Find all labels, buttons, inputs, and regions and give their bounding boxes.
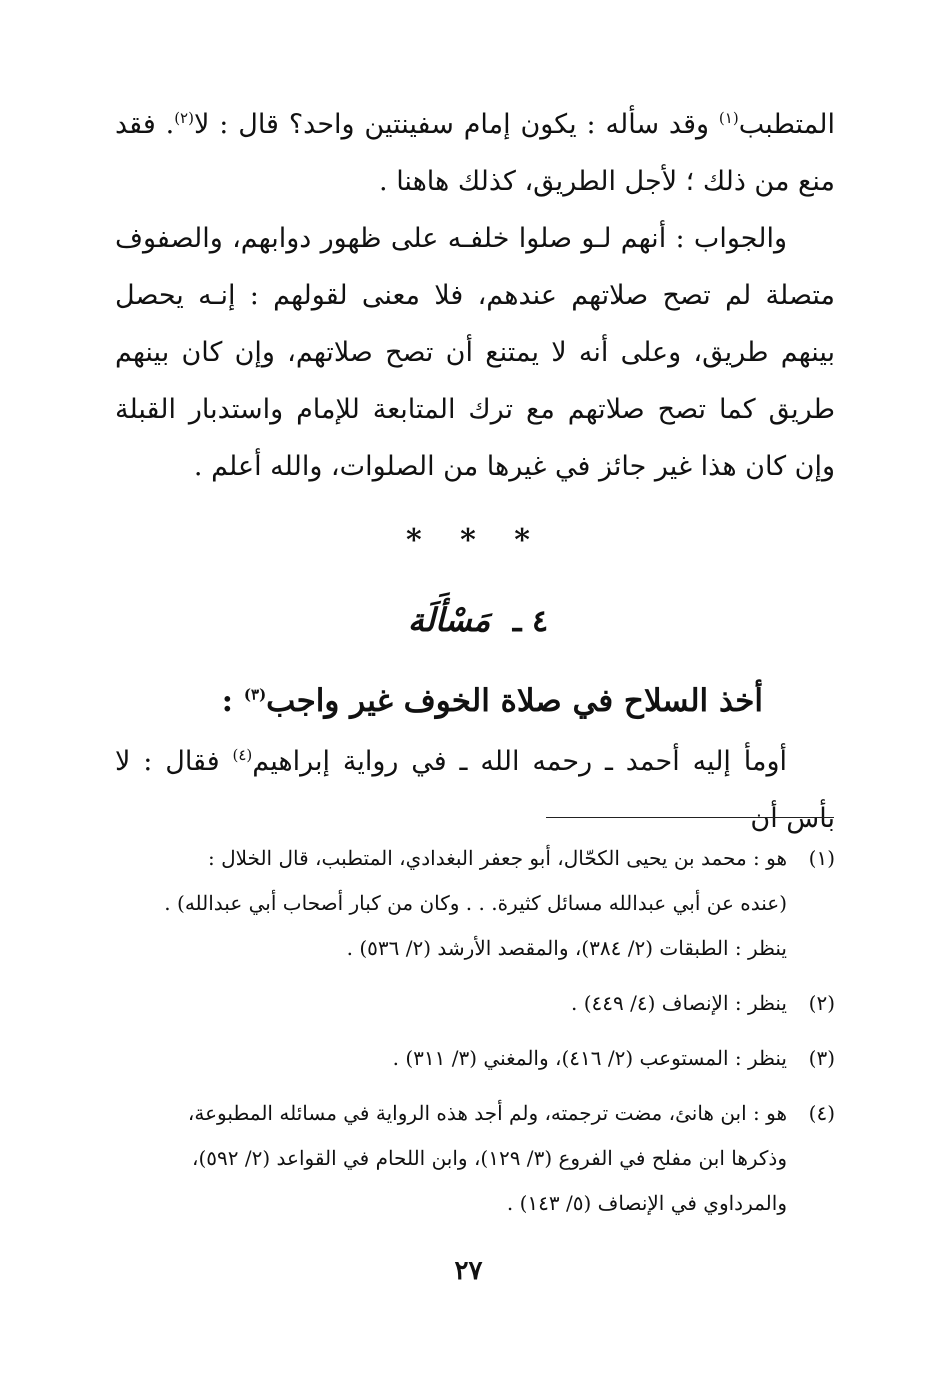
footnote-divider [546, 817, 834, 818]
para1-text-c: . فقد منع من ذلك ؛ لأجل الطريق، كذلك هاهنا . [115, 109, 835, 197]
footnote-ref-1: (١) [718, 109, 739, 127]
footnote-text [115, 1036, 787, 1081]
footnote-number: (٣) [808, 1046, 835, 1070]
footnote-line: ينظر : الإنصاف (٤/ ٤٤٩) . [571, 991, 787, 1015]
footnote-ref-3: (٣) [243, 685, 267, 704]
heading-colon: : [221, 683, 244, 719]
footnotes [115, 836, 835, 1236]
footnote-3 [115, 1036, 835, 1081]
para3-text-b: فقال : لا بأس أن [115, 746, 835, 834]
footnote-text [115, 981, 787, 1026]
footnote-line: ينظر : المستوعب (٢/ ٤١٦)، والمغني (٣/ ٣١١) . [392, 1046, 787, 1070]
masala-title [115, 595, 835, 645]
page-body [115, 96, 835, 847]
footnote-1 [115, 836, 835, 971]
paragraph-1 [115, 96, 835, 210]
para1-text-a: المتطبب [738, 109, 835, 140]
footnote-2 [115, 981, 835, 1026]
masala-word: مَسْأَلَة [407, 601, 491, 639]
section-heading [115, 673, 835, 729]
footnote-number: (٢) [808, 991, 835, 1015]
paragraph-2: والجواب : أنهم لـو صلوا خلفـه على ظهور دوابهم، والصفوف متصلة لم تصح صلاتهم عندهم، فلا معنى لقولهم : إنـه يحصل بينهم طريق، وعلى أنه لا يمتنع أن تصح صلاتهم، وإن كان بينهم طريق كما تصح صلاتهم مع ترك المتابعة للإمام واستدبار القبلة وإن كان هذا غير جائز في غيرها من الصلوات، والله أعلم . [115, 223, 835, 482]
heading-text: أخذ السلاح في صلاة الخوف غير واجب [266, 683, 763, 719]
footnote-ref-2: (٢) [174, 109, 194, 127]
footnote-ref-4: (٤) [232, 746, 253, 764]
para3-text-a: أومأ إليه أحمد ـ رحمه الله ـ في رواية إبراهيم [252, 746, 787, 777]
footnote-line: هو : ابن هانئ، مضت ترجمته، ولم أجد هذه الرواية في مسائله المطبوعة، [187, 1101, 787, 1125]
footnote-line: (عنده عن أبي عبدالله مسائل كثيرة. . . وكان من كبار أصحاب أبي عبدالله) . [164, 891, 787, 915]
footnote-line: والمرداوي في الإنصاف (٥/ ١٤٣) . [506, 1191, 787, 1215]
main-text-2 [115, 733, 835, 847]
section-separator: * * * [406, 523, 544, 558]
footnote-number: (١) [808, 846, 835, 870]
para1-text-b: وقد سأله : يكون إمام سفينتين واحد؟ قال : لا [193, 109, 719, 140]
paragraph-3 [115, 733, 835, 847]
footnote-line: وذكرها ابن مفلح في الفروع (٣/ ١٢٩)، وابن اللحام في القواعد (٢/ ٥٩٢)، [192, 1146, 787, 1170]
footnote-text [115, 836, 787, 971]
footnote-line: هو : محمد بن يحيى الكحّال، أبو جعفر البغدادي، المتطبب، قال الخلال : [207, 846, 787, 870]
page-number: ٢٧ [454, 1256, 483, 1286]
footnote-line: ينظر : الطبقات (٢/ ٣٨٤)، والمقصد الأرشد (٢/ ٥٣٦) . [346, 936, 787, 960]
main-text [115, 96, 835, 495]
footnote-text [115, 1091, 787, 1226]
masala-number: ٤ ـ [512, 604, 549, 639]
footnote-number: (٤) [808, 1101, 835, 1125]
footnote-4 [115, 1091, 835, 1226]
